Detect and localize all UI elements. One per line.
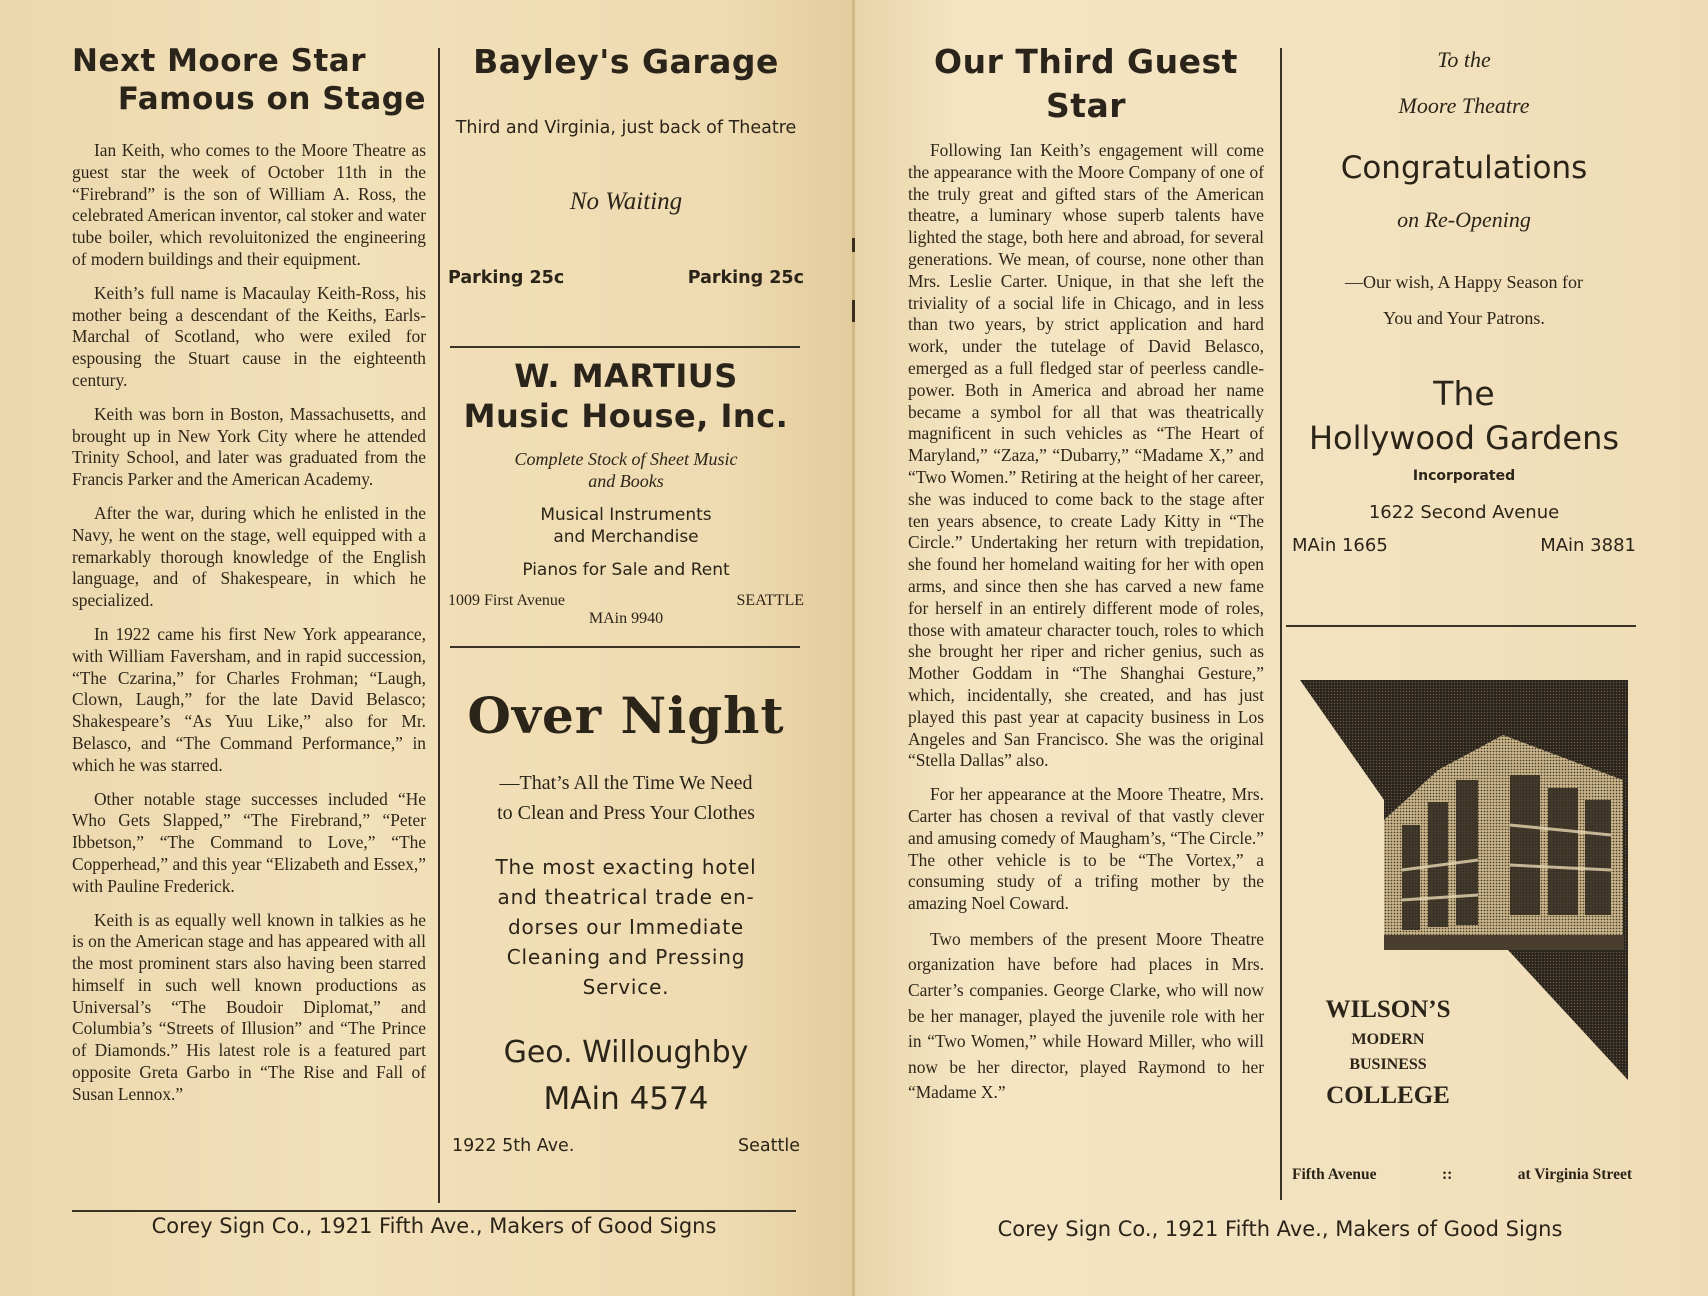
gardens-name-line2: Hollywood Gardens bbox=[1308, 419, 1620, 457]
parking-price-left: Parking 25c bbox=[448, 268, 565, 288]
article-paragraph: After the war, during which he enlisted in the Navy, he went on the stage, well equipped with a remarkably thorough knowledge of the English language, and of Shakespeare, in which he specialized. bbox=[72, 502, 426, 611]
cleaner-phone: MAin 4574 bbox=[543, 1081, 709, 1117]
footer-rule bbox=[72, 1210, 796, 1212]
gardens-address: 1622 Second Avenue bbox=[1368, 502, 1560, 523]
cleaner-body-line: Cleaning and Pressing bbox=[506, 945, 746, 969]
article-body bbox=[72, 140, 426, 1106]
garage-parking-row bbox=[448, 268, 804, 288]
cleaner-body-line: Service. bbox=[582, 975, 670, 999]
article-paragraph: Ian Keith, who comes to the Moore Theatre as guest star the week of October 11th in the “Firebrand” is the son of William A. Ross, the celebrated American inventor, cal stoker and water tube boiler, which revoluitonized the engineering of modern buildings and their equipment. bbox=[72, 140, 426, 269]
cleaner-body-line: and theatrical trade en- bbox=[497, 885, 755, 909]
music-stock-line1: Complete Stock of Sheet Music bbox=[514, 449, 738, 469]
staple-bottom bbox=[852, 300, 855, 322]
article-body bbox=[908, 140, 1264, 1106]
gardens-dedication-line1: To the bbox=[1437, 47, 1491, 72]
music-address-row bbox=[448, 592, 804, 610]
college-address-separator: :: bbox=[1441, 1166, 1453, 1183]
college-name-line4: COLLEGE bbox=[1326, 1082, 1450, 1109]
column-divider bbox=[1280, 48, 1282, 1200]
cleaner-headline: Over Night bbox=[467, 686, 785, 745]
cleaner-address-row bbox=[448, 1136, 804, 1156]
college-address-right: at Virginia Street bbox=[1517, 1166, 1632, 1183]
ad-hollywood-gardens bbox=[1288, 46, 1640, 556]
college-address-row bbox=[1292, 1166, 1632, 1184]
garage-tagline: No Waiting bbox=[569, 188, 683, 215]
article-paragraph: Other notable stage successes included “He Who Gets Slapped,” “The Firebrand,” “Peter Ibbetson,” “The Command to Love,” “The Copperhead,” and this year “Elizabeth and Essex,” with Pauline Frederick. bbox=[72, 788, 426, 896]
college-name-line3: BUSINESS bbox=[1349, 1056, 1427, 1073]
college-name-line2: MODERN bbox=[1351, 1031, 1425, 1048]
gardens-incorporated: Incorporated bbox=[1412, 468, 1516, 484]
ad-martius-music-house bbox=[448, 356, 804, 628]
ad-separator-rule bbox=[450, 646, 800, 648]
cleaner-tagline-line1: —That’s All the Time We Need bbox=[499, 772, 753, 794]
article-paragraph: Two members of the present Moore Theatre organization have before had places in Mrs. Carter’s companies. George Clarke, who will now be her manager, played the juvenile role with her in “Two Women,” while Howard Miller, who will now be her director, played Raymond to her “Madame X.” bbox=[908, 928, 1264, 1103]
article-paragraph: Keith’s full name is Macaulay Keith-Ross, his mother being a descendant of the Keiths, Earls-Marchal of Scotland, who were exiled for espousing the Stuart cause in the eighteenth century. bbox=[72, 282, 426, 390]
gardens-occasion: on Re-Opening bbox=[1397, 207, 1531, 232]
gardens-congrats: Congratulations bbox=[1340, 150, 1588, 186]
music-stock-line2: and Books bbox=[588, 471, 664, 491]
article-paragraph: For her appearance at the Moore Theatre, Mrs. Carter has chosen a revival of that vastly clever and amusing comedy of Maugham’s, “The Circle.” The other vehicle is to be “The Vortex,” a consuming study of a trifing mother by the amazing Noel Coward. bbox=[908, 784, 1264, 914]
article-paragraph: Keith was born in Boston, Massachusetts, and brought up in New York City where he attended Trinity School, and later was graduated from the Francis Parker and the American Academy. bbox=[72, 403, 426, 490]
cleaner-city: Seattle bbox=[738, 1136, 800, 1156]
staple-top bbox=[852, 238, 855, 252]
garage-location: Third and Virginia, just back of Theatre bbox=[455, 118, 797, 138]
garage-name: Bayley's Garage bbox=[473, 42, 779, 81]
gardens-phone-right: MAin 3881 bbox=[1540, 535, 1636, 556]
cleaner-body-line: The most exacting hotel bbox=[495, 855, 757, 879]
music-address: 1009 First Avenue bbox=[448, 592, 566, 609]
college-address-left: Fifth Avenue bbox=[1292, 1166, 1377, 1183]
ad-bayleys-garage bbox=[448, 40, 804, 288]
article-headline-line2: Famous on Stage bbox=[117, 81, 426, 117]
gardens-wish-line1: —Our wish, A Happy Season for bbox=[1345, 272, 1583, 292]
right-page-footer: Corey Sign Co., 1921 Fifth Ave., Makers of Good Signs bbox=[997, 1217, 1563, 1241]
music-pianos: Pianos for Sale and Rent bbox=[522, 560, 730, 580]
ad-separator-rule bbox=[1286, 625, 1636, 627]
music-phone: MAin 9940 bbox=[588, 610, 664, 627]
gardens-phone-left: MAin 1665 bbox=[1292, 535, 1388, 556]
article-headline: Our Third Guest Star bbox=[934, 42, 1238, 125]
gardens-dedication-line2: Moore Theatre bbox=[1398, 93, 1530, 118]
gardens-name-line1: The bbox=[1433, 374, 1495, 413]
ad-willoughby-cleaners bbox=[448, 686, 804, 1156]
article-paragraph: Keith is as equally well known in talkies as he is on the American stage and has appeared with all the most prominent stars also having been starred himself in such well known productions as Universal’s “The Boudoir Diplomat,” and Columbia’s “Streets of Illusion” and “The Prince of Diamonds.” His latest role is a featured part opposite Greta Garbo in “The Rise and Fall of Susan Lennox.” bbox=[72, 909, 426, 1104]
cleaner-address: 1922 5th Ave. bbox=[452, 1136, 575, 1156]
halftone-lower-triangle bbox=[1518, 950, 1628, 1075]
left-page-footer: Corey Sign Co., 1921 Fifth Ave., Makers of Good Signs bbox=[151, 1214, 717, 1238]
music-name-line1: W. MARTIUS bbox=[514, 357, 738, 395]
article-next-moore-star bbox=[72, 42, 426, 1118]
article-headline-line1: Next Moore Star bbox=[72, 43, 366, 79]
cleaner-name: Geo. Willoughby bbox=[503, 1035, 749, 1070]
ad-separator-rule bbox=[450, 346, 800, 348]
parking-price-right: Parking 25c bbox=[687, 268, 804, 288]
music-instruments-line1: Musical Instruments bbox=[540, 505, 712, 525]
article-paragraph: Following Ian Keith’s engagement will come the appearance with the Moore Company of one of the truly great and gifted stars of the American theatre, a luminary whose superb talents have lighted the stage, both here and abroad, for several generations. We mean, of course, none other than Mrs. Leslie Carter. Unique, in that she left the triviality of a social life in Chicago, and in less than two years, by strict application and hard work, under the tutelage of David Belasco, emerged as a full fledged star of peerless candle-power. Both in America and abroad her name became a symbol for all that was theatrically magnificent in such vehicles as “The Heart of Maryland,” “Zaza,” “Dubarry,” “Madame X,” and “Two Women.” Retiring at the height of her career, she was induced to come back to the stage after ten years absence, to create Lady Kitty in “The Circle.” Undertaking her return with trepidation, she found her homeland waiting for her with open arms, and since then she has carved a new fame for herself in an entirely different mode of roles, those with amateur character touch, roles to which she brought her riper and richer genius, such as Mother Goddam in “The Shanghai Gesture,” which, incidentally, she created, and has just played this past year at capacity business in Los Angeles and San Francisco. She was the original “Stella Dallas” also. bbox=[908, 140, 1264, 771]
ad-wilsons-business-college bbox=[1288, 660, 1640, 1190]
gardens-wish-line2: You and Your Patrons. bbox=[1383, 308, 1545, 328]
music-name-line2: Music House, Inc. bbox=[463, 397, 789, 435]
column-divider bbox=[438, 48, 440, 1203]
article-third-guest-star bbox=[908, 40, 1264, 1118]
center-fold bbox=[852, 0, 855, 1296]
cleaner-body bbox=[448, 852, 804, 1002]
cleaner-tagline-line2: to Clean and Press Your Clothes bbox=[497, 802, 755, 824]
gardens-phone-row bbox=[1288, 535, 1640, 556]
college-name-line1: WILSON’S bbox=[1325, 996, 1451, 1023]
article-paragraph: In 1922 came his first New York appearance, with William Faversham, and in rapid succession, “The Czarina,” for Charles Frohman; “Laugh, Clown, Laugh,” for the late David Belasco; Shakespeare’s “As Yuu Like,” also for Mr. Belasco, and “The Command Performance,” in which he was starred. bbox=[72, 623, 426, 775]
cleaner-body-line: dorses our Immediate bbox=[508, 915, 744, 939]
music-city: SEATTLE bbox=[736, 592, 804, 609]
music-instruments-line2: and Merchandise bbox=[553, 527, 699, 547]
